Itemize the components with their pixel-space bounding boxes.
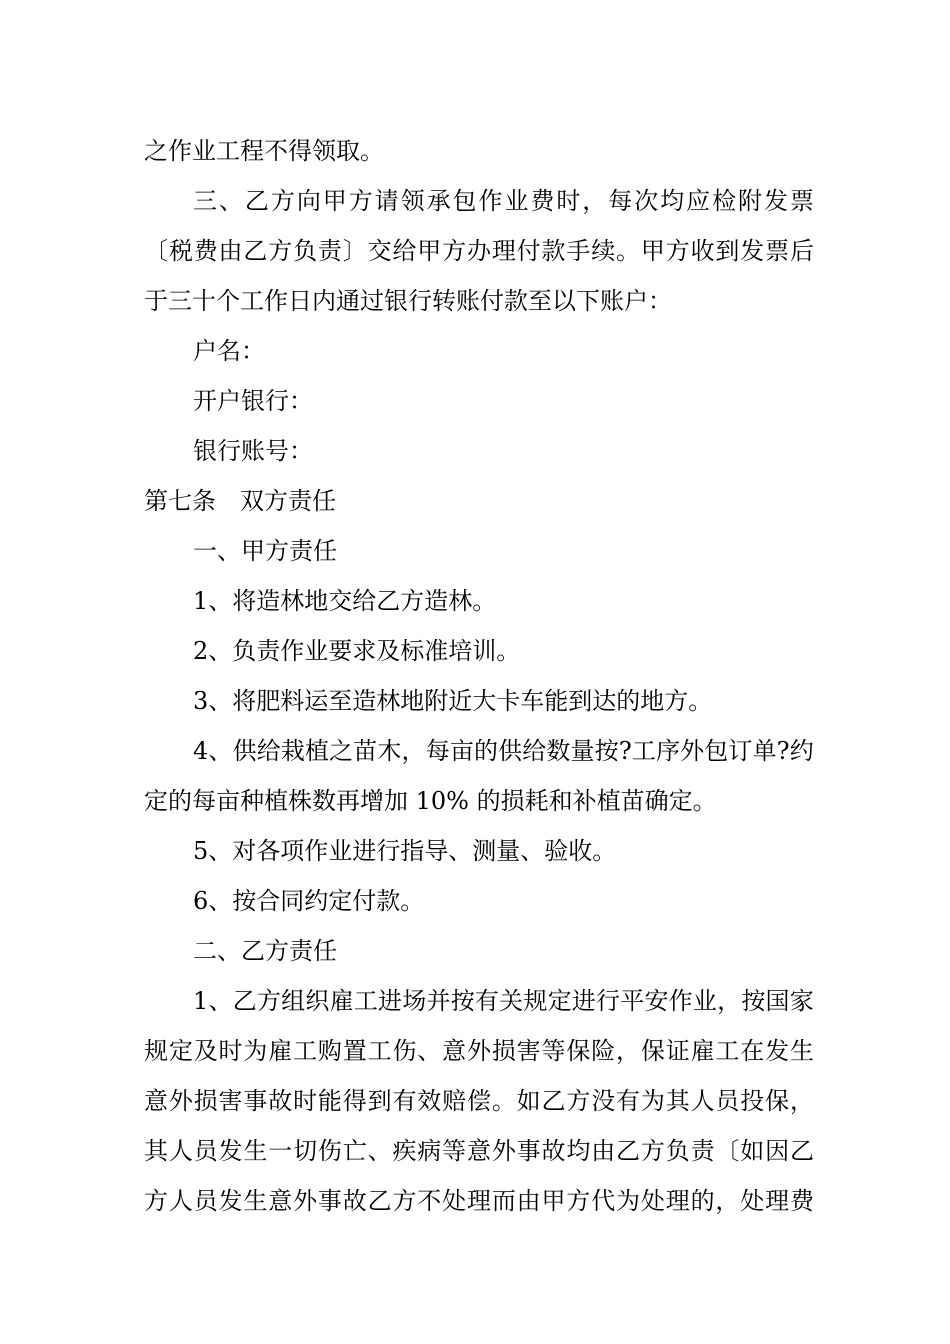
list-item-continuation: 规 定 及 时 为 雇 工 购 置 工 伤 、 意 外 损 害 等 保 险 ， 保 证 雇 工 在 发 生 xyxy=(144,1037,814,1065)
bank-name-label: 开户银行： xyxy=(193,387,313,415)
list-item: 2、负责作业要求及标准培训。 xyxy=(193,637,521,665)
paragraph-line: 于三十个工作日内通过银行转账付款至以下账户： xyxy=(144,287,672,315)
section-heading: 二、乙方责任 xyxy=(193,937,337,965)
article-heading: 第七条 双方责任 xyxy=(144,487,336,515)
list-item: 1、将造林地交给乙方造林。 xyxy=(193,587,497,615)
list-item: 5、对各项作业进行指导、测量、验收。 xyxy=(193,837,617,865)
list-item: 1 、 乙 方 组 织 雇 工 进 场 并 按 有 关 规 定 进 行 平 安 作 业 ， 按 国 家 xyxy=(193,987,814,1015)
paragraph-line: 三 、 乙 方 向 甲 方 请 领 承 包 作 业 费 时 ， 每 次 均 应 检 附 发 票 xyxy=(193,187,814,215)
paragraph-line: 〔 税 费 由 乙 方 负 责 〕 交 给 甲 方 办 理 付 款 手 续 。 甲 方 收 到 发 票 后 xyxy=(144,237,814,265)
list-item: 3、将肥料运至造林地附近大卡车能到达的地方。 xyxy=(193,687,713,715)
list-item-continuation: 其 人 员 发 生 一 切 伤 亡 、 疾 病 等 意 外 事 故 均 由 乙 方 负 责 〔 如 因 乙 xyxy=(144,1137,814,1165)
list-item: 4 、 供 给 栽 植 之 苗 木 ， 每 亩 的 供 给 数 量 按 ? 工 序 外 包 订 单 ? 约 xyxy=(193,737,814,765)
account-number-label: 银行账号： xyxy=(193,437,313,465)
paragraph-line: 之作业工程不得领取。 xyxy=(144,137,384,165)
account-name-label: 户名： xyxy=(193,337,265,365)
list-item-continuation: 定的每亩种植株数再增加 10% 的损耗和补植苗确定。 xyxy=(144,787,717,815)
list-item-continuation: 意 外 损 害 事 故 时 能 得 到 有 效 赔 偿 。 如 乙 方 没 有 为 其 人 员 投 保 ， xyxy=(144,1087,814,1115)
list-item-continuation: 方 人 员 发 生 意 外 事 故 乙 方 不 处 理 而 由 甲 方 代 为 处 理 的 ， 处 理 费 xyxy=(144,1187,814,1215)
section-heading: 一、甲方责任 xyxy=(193,537,337,565)
list-item: 6、按合同约定付款。 xyxy=(193,887,425,915)
